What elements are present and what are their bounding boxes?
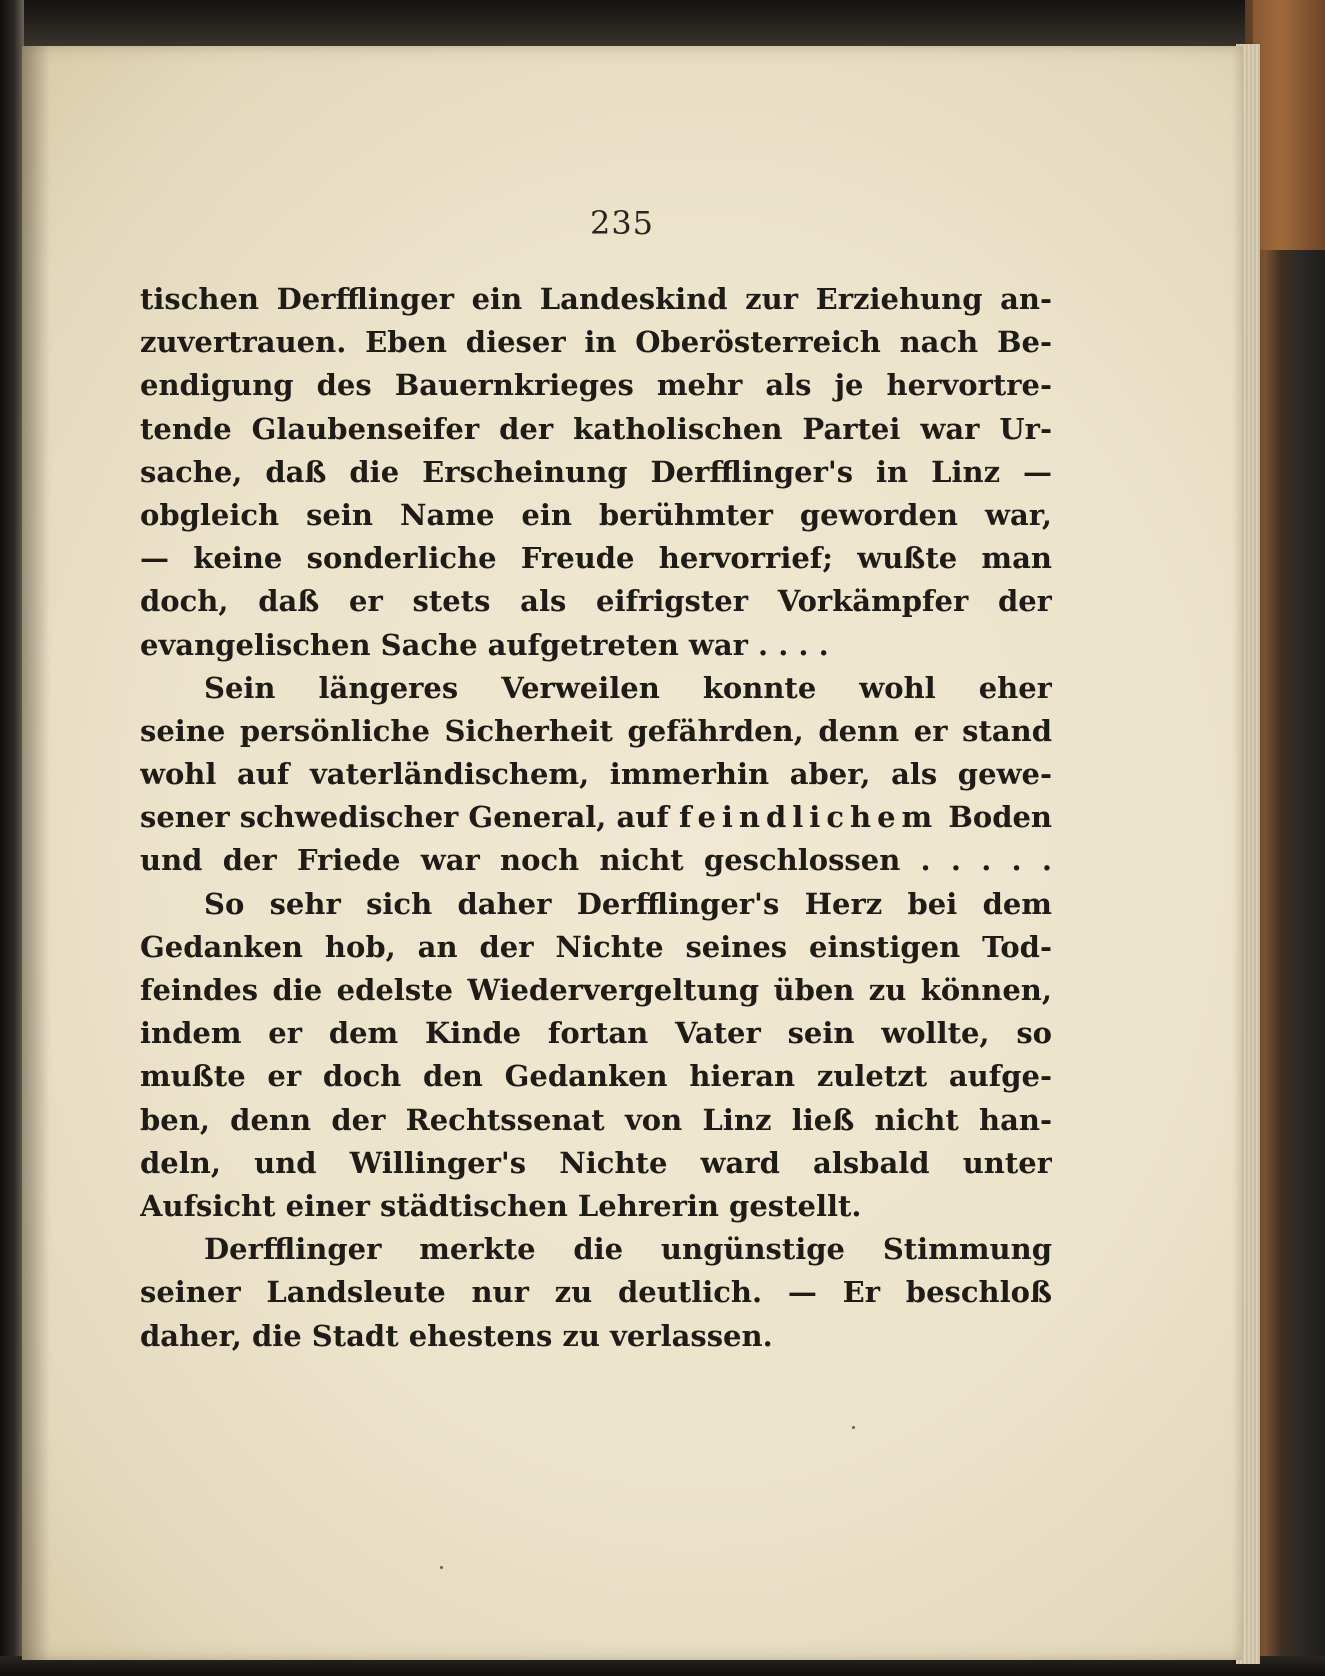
text-line: Gedanken hob, an der Nichte seines einstigen Tod- <box>140 929 1052 964</box>
text-line: So sehr sich daher Derfflinger's Herz bei dem <box>204 886 1052 921</box>
paper-speck <box>852 1426 855 1429</box>
text-line: tischen Derfflinger ein Landeskind zur Erziehung an- <box>140 282 1052 316</box>
text-line: feindes die edelste Wiedervergeltung üben zu können, <box>140 973 1052 1007</box>
text-line: sache, daß die Erscheinung Derfflinger's in Linz — <box>140 454 1052 489</box>
emphasized-word: feindlichem <box>678 800 939 835</box>
text-line: zuvertrauen. Eben dieser in Oberösterreich nach Be- <box>140 325 1052 360</box>
text-line: Sein längeres Verweilen konnte wohl eher <box>204 670 1052 705</box>
gutter-shadow <box>22 46 50 1660</box>
text-line: und der Friede war noch nicht geschlossen . . . . . <box>140 843 1052 878</box>
text-line: indem er dem Kinde fortan Vater sein wollte, so <box>140 1016 1052 1051</box>
page-number: 235 <box>589 204 655 242</box>
text-segment: Boden <box>938 800 1052 835</box>
text-line: seiner Landsleute nur zu deutlich. — Er beschloß <box>140 1275 1052 1310</box>
book-page <box>22 46 1242 1660</box>
text-line: endigung des Bauernkrieges mehr als je hervortre- <box>140 368 1052 403</box>
paper-speck <box>440 1566 443 1569</box>
text-line <box>140 796 1052 839</box>
text-line: doch, daß er stets als eifrigster Vorkämpfer der <box>140 584 1052 619</box>
cover-leather-corner <box>1253 0 1325 250</box>
text-line: tende Glaubenseifer der katholischen Partei war Ur- <box>140 411 1052 446</box>
cover-board-left <box>0 0 24 1676</box>
text-line: seine persönliche Sicherheit gefährden, denn er stand <box>140 713 1052 748</box>
text-line: wohl auf vaterländischem, immerhin aber, als gewe- <box>140 757 1052 792</box>
body-text <box>140 278 1052 1358</box>
text-line: ben, denn der Rechtssenat von Linz ließ nicht han- <box>140 1102 1052 1137</box>
text-line: evangelischen Sache aufgetreten war . . . . <box>140 627 829 662</box>
text-line: Derfflinger merkte die ungünstige Stimmung <box>204 1232 1052 1267</box>
text-line: Aufsicht einer städtischen Lehrerin gestellt. <box>140 1188 862 1223</box>
cover-board-top <box>0 0 1325 48</box>
text-line: — keine sonderliche Freude hervorrief; wußte man <box>140 541 1052 576</box>
text-segment: sener schwedischer General, auf <box>140 800 679 835</box>
text-line: obgleich sein Name ein berühmter geworden war, <box>140 497 1052 532</box>
text-line: mußte er doch den Gedanken hieran zuletzt aufge- <box>140 1059 1052 1094</box>
text-line: deln, und Willinger's Nichte ward alsbald unter <box>140 1145 1052 1180</box>
text-line: daher, die Stadt ehestens zu verlassen. <box>140 1318 773 1353</box>
